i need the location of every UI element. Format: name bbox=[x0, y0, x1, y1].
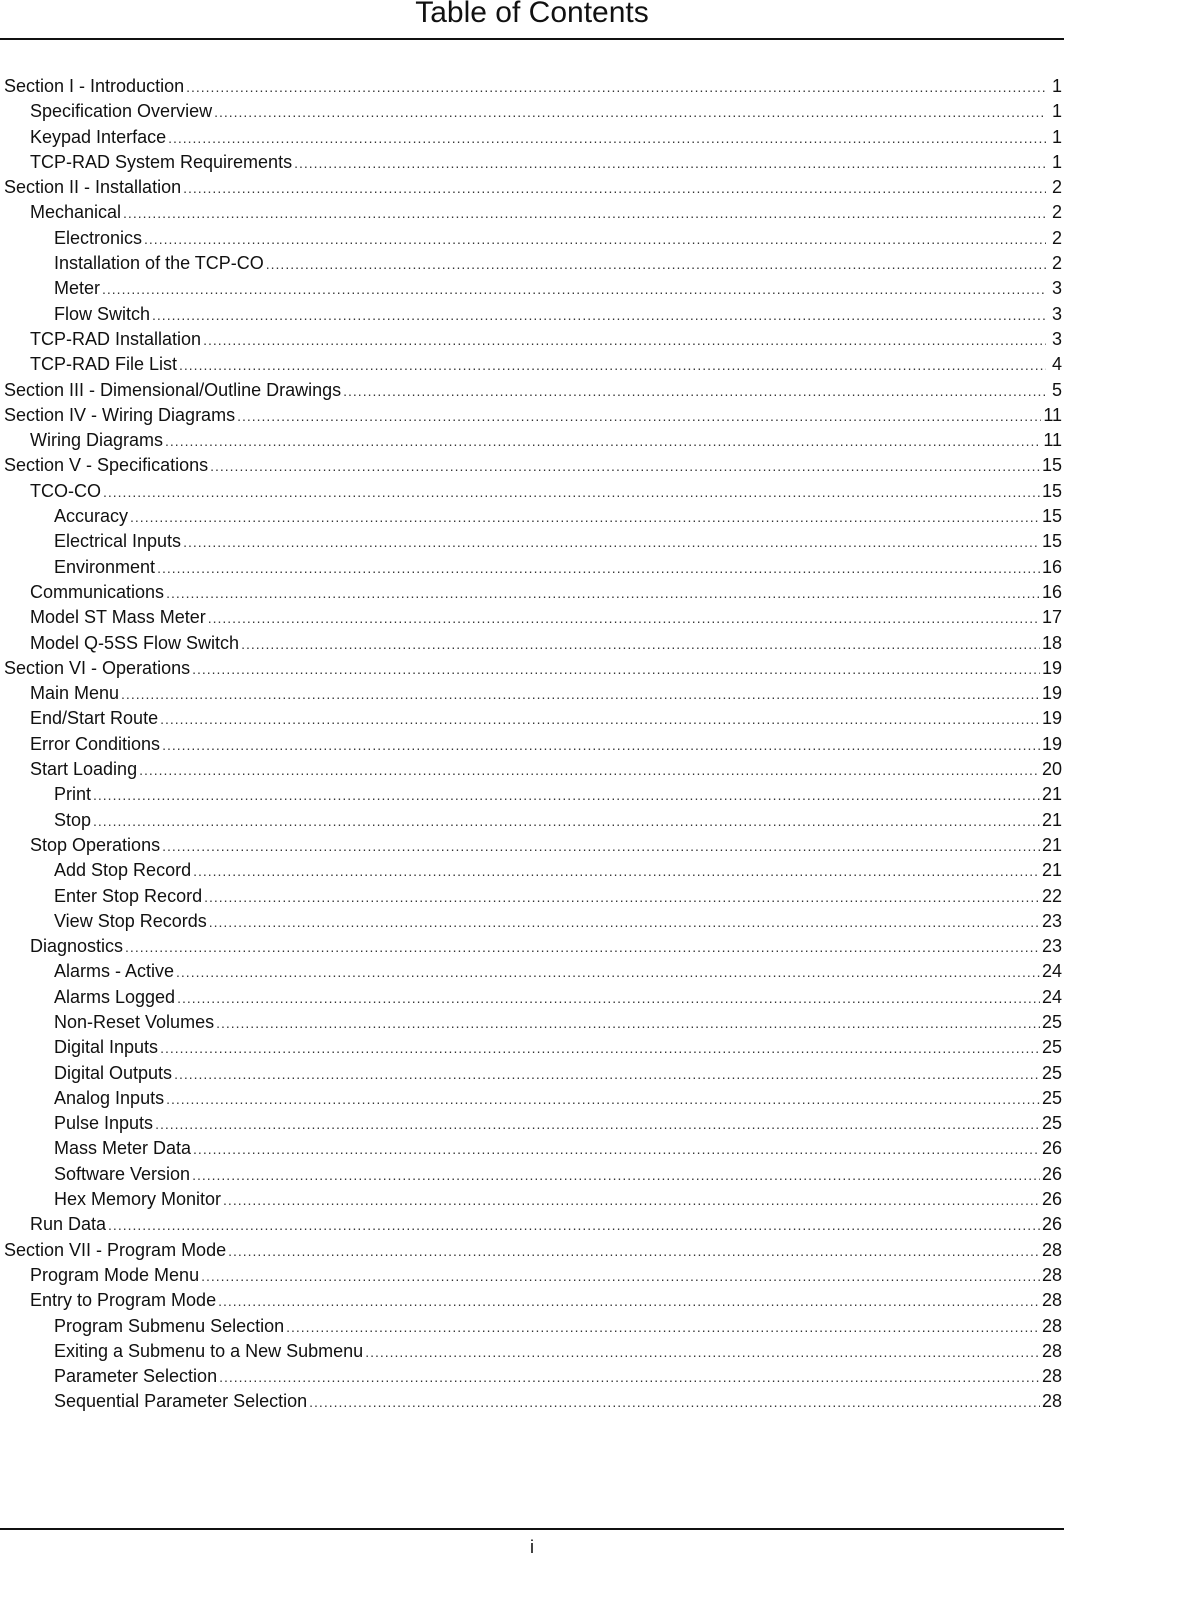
dot-leader bbox=[179, 353, 1046, 378]
toc-entry[interactable] bbox=[4, 808, 1062, 833]
toc-entry[interactable] bbox=[4, 352, 1062, 377]
page-number: i bbox=[530, 1537, 534, 1557]
toc-entry-page: 23 bbox=[1041, 910, 1062, 931]
toc-entry-label: Exiting a Submenu to a New Submenu bbox=[54, 1340, 364, 1361]
dot-leader bbox=[168, 126, 1046, 151]
toc-entry-label: End/Start Route bbox=[30, 708, 159, 729]
dot-leader bbox=[177, 986, 1040, 1011]
dot-leader bbox=[223, 1188, 1040, 1213]
dot-leader bbox=[192, 657, 1040, 682]
toc-entry-label: Parameter Selection bbox=[54, 1366, 218, 1387]
dot-leader bbox=[192, 1163, 1040, 1188]
toc-entry[interactable] bbox=[4, 1212, 1062, 1237]
toc-entry-label: Start Loading bbox=[30, 759, 138, 780]
toc-entry-label: TCP-RAD Installation bbox=[30, 328, 202, 349]
dot-leader bbox=[214, 100, 1046, 125]
toc-entry-page: 21 bbox=[1041, 834, 1062, 855]
toc-entry-page: 21 bbox=[1041, 784, 1062, 805]
toc-entry[interactable] bbox=[4, 833, 1062, 858]
toc-entry-page: 2 bbox=[1051, 177, 1062, 198]
dot-leader bbox=[204, 885, 1040, 910]
toc-entry[interactable] bbox=[4, 1111, 1062, 1136]
toc-entry[interactable] bbox=[4, 782, 1062, 807]
toc-entry[interactable] bbox=[4, 555, 1062, 580]
toc-entry-label: Add Stop Record bbox=[54, 860, 192, 881]
toc-entry-page: 24 bbox=[1041, 986, 1062, 1007]
toc-entry-page: 25 bbox=[1041, 1087, 1062, 1108]
toc-entry[interactable] bbox=[4, 1010, 1062, 1035]
dot-leader bbox=[219, 1365, 1040, 1390]
dot-leader bbox=[160, 707, 1040, 732]
dot-leader bbox=[160, 1036, 1040, 1061]
toc-entry-label: Section IV - Wiring Diagrams bbox=[4, 404, 236, 425]
toc-entry[interactable] bbox=[4, 1263, 1062, 1288]
toc-entry-page: 4 bbox=[1051, 354, 1062, 375]
toc-entry-page: 24 bbox=[1041, 961, 1062, 982]
toc-entry-label: TCP-RAD File List bbox=[30, 354, 178, 375]
toc-entry[interactable] bbox=[4, 1035, 1062, 1060]
toc-entry-label: Mechanical bbox=[30, 202, 122, 223]
dot-leader bbox=[162, 733, 1040, 758]
toc-entry-label: Entry to Program Mode bbox=[30, 1290, 217, 1311]
dot-leader bbox=[152, 303, 1046, 328]
toc-entry-page: 20 bbox=[1041, 759, 1062, 780]
toc-entry-label: Non-Reset Volumes bbox=[54, 1011, 215, 1032]
toc-entry[interactable] bbox=[4, 200, 1062, 225]
toc-entry-page: 19 bbox=[1041, 683, 1062, 704]
dot-leader bbox=[123, 201, 1046, 226]
toc-entry-page: 26 bbox=[1041, 1138, 1062, 1159]
toc-entry-label: Section I - Introduction bbox=[4, 76, 185, 96]
toc-entry-label: Electrical Inputs bbox=[54, 531, 182, 552]
toc-entry-label: Hex Memory Monitor bbox=[54, 1189, 222, 1210]
dot-leader bbox=[183, 176, 1046, 201]
toc-entry-label: Software Version bbox=[54, 1163, 191, 1184]
toc-entry-page: 28 bbox=[1041, 1340, 1062, 1361]
dot-leader bbox=[165, 429, 1041, 454]
dot-leader bbox=[309, 1390, 1040, 1415]
dot-leader bbox=[193, 859, 1040, 884]
dot-leader bbox=[93, 783, 1040, 808]
toc-entry-label: Program Submenu Selection bbox=[54, 1315, 285, 1336]
toc-entry[interactable] bbox=[4, 605, 1062, 630]
toc-entry[interactable] bbox=[4, 1389, 1062, 1414]
toc-entry-page: 5 bbox=[1051, 379, 1062, 400]
toc-entry-page: 15 bbox=[1041, 531, 1062, 552]
toc-entry[interactable] bbox=[4, 985, 1062, 1010]
toc-entry-page: 2 bbox=[1051, 227, 1062, 248]
toc-entry-page: 25 bbox=[1041, 1113, 1062, 1134]
dot-leader bbox=[139, 758, 1040, 783]
dot-leader bbox=[241, 632, 1040, 657]
toc-entry-label: Enter Stop Record bbox=[54, 885, 203, 906]
toc-entry-label: Stop Operations bbox=[30, 834, 161, 855]
toc-entry[interactable] bbox=[4, 175, 1062, 200]
toc-entry-label: Meter bbox=[54, 278, 101, 299]
dot-leader bbox=[218, 1289, 1040, 1314]
dot-leader bbox=[208, 606, 1040, 631]
toc-entry[interactable] bbox=[4, 504, 1062, 529]
toc-entry[interactable] bbox=[4, 125, 1062, 150]
toc-entry-page: 26 bbox=[1041, 1163, 1062, 1184]
dot-leader bbox=[155, 1112, 1040, 1137]
toc-entry-page: 21 bbox=[1041, 809, 1062, 830]
dot-leader bbox=[216, 1011, 1040, 1036]
dot-leader bbox=[144, 227, 1046, 252]
toc-entry-page: 1 bbox=[1051, 126, 1062, 147]
toc-entry-page: 28 bbox=[1041, 1315, 1062, 1336]
toc-entry[interactable] bbox=[4, 1339, 1062, 1364]
toc-entry-page: 25 bbox=[1041, 1062, 1062, 1083]
toc-entry-label: Error Conditions bbox=[30, 733, 161, 754]
toc-entry-label: Stop bbox=[54, 809, 92, 830]
toc-entry-label: View Stop Records bbox=[54, 910, 207, 931]
toc-entry-page: 15 bbox=[1041, 506, 1062, 527]
toc-entry[interactable] bbox=[4, 327, 1062, 352]
toc-entry-page: 1 bbox=[1051, 76, 1062, 96]
dot-leader bbox=[294, 151, 1046, 176]
toc-entry-page: 11 bbox=[1043, 404, 1062, 425]
toc-entry-label: Electronics bbox=[54, 227, 143, 248]
toc-entry[interactable] bbox=[4, 934, 1062, 959]
dot-leader bbox=[266, 252, 1046, 277]
toc-entry-label: Section II - Installation bbox=[4, 177, 182, 198]
dot-leader bbox=[174, 1062, 1040, 1087]
toc-entry[interactable] bbox=[4, 226, 1062, 251]
toc-entry[interactable] bbox=[4, 378, 1062, 403]
dot-leader bbox=[183, 530, 1040, 555]
dot-leader bbox=[103, 480, 1040, 505]
dot-leader bbox=[121, 682, 1040, 707]
toc-entry-label: Analog Inputs bbox=[54, 1087, 165, 1108]
toc-entry-page: 15 bbox=[1041, 455, 1062, 476]
toc-entry[interactable] bbox=[4, 403, 1062, 428]
toc-entry-label: Sequential Parameter Selection bbox=[54, 1391, 308, 1412]
dot-leader bbox=[210, 454, 1040, 479]
toc-entry-label: Communications bbox=[30, 581, 165, 602]
toc-entry[interactable] bbox=[4, 959, 1062, 984]
page-title: Table of Contents bbox=[415, 0, 649, 29]
toc-entry-page: 21 bbox=[1041, 860, 1062, 881]
toc-entry-label: Alarms Logged bbox=[54, 986, 176, 1007]
toc-entry-page: 19 bbox=[1041, 733, 1062, 754]
toc-entry[interactable] bbox=[4, 1187, 1062, 1212]
dot-leader bbox=[157, 556, 1040, 581]
toc-entry-label: Accuracy bbox=[54, 506, 129, 527]
toc-entry-page: 28 bbox=[1041, 1239, 1062, 1260]
toc-entry[interactable] bbox=[4, 706, 1062, 731]
toc-entry-label: Diagnostics bbox=[30, 936, 124, 957]
dot-leader bbox=[130, 505, 1040, 530]
toc-entry-page: 3 bbox=[1051, 303, 1062, 324]
toc-entry[interactable] bbox=[4, 479, 1062, 504]
toc-entry[interactable] bbox=[4, 732, 1062, 757]
toc-entry-label: Digital Inputs bbox=[54, 1037, 159, 1058]
toc-entry-label: TCO-CO bbox=[30, 480, 101, 501]
toc-entry[interactable] bbox=[4, 884, 1062, 909]
toc-entry[interactable] bbox=[4, 1314, 1062, 1339]
toc-entry-page: 25 bbox=[1041, 1037, 1062, 1058]
toc-entry-page: 28 bbox=[1041, 1391, 1062, 1412]
footer-rule bbox=[0, 1528, 1064, 1530]
toc-entry[interactable] bbox=[4, 428, 1062, 453]
toc-entry-page: 17 bbox=[1041, 607, 1062, 628]
toc-entry-label: Section VI - Operations bbox=[4, 657, 191, 678]
toc-entry-label: Environment bbox=[54, 556, 156, 577]
toc-entry[interactable] bbox=[4, 150, 1062, 175]
dot-leader bbox=[166, 581, 1040, 606]
toc-entry[interactable] bbox=[4, 909, 1062, 934]
toc-list bbox=[4, 74, 1062, 1415]
toc-entry[interactable] bbox=[4, 1238, 1062, 1263]
toc-entry[interactable] bbox=[4, 1086, 1062, 1111]
toc-entry-page: 3 bbox=[1051, 328, 1062, 349]
toc-entry-label: Program Mode Menu bbox=[30, 1264, 200, 1285]
toc-entry-label: Flow Switch bbox=[54, 303, 151, 324]
dot-leader bbox=[365, 1340, 1040, 1365]
dot-leader bbox=[166, 1087, 1040, 1112]
toc-entry[interactable] bbox=[4, 74, 1062, 99]
toc-entry[interactable] bbox=[4, 302, 1062, 327]
toc-entry-page: 3 bbox=[1051, 278, 1062, 299]
toc-entry-page: 26 bbox=[1041, 1214, 1062, 1235]
dot-leader bbox=[201, 1264, 1040, 1289]
toc-entry[interactable] bbox=[4, 1162, 1062, 1187]
toc-entry-label: Section V - Specifications bbox=[4, 455, 209, 476]
toc-entry-label: Installation of the TCP-CO bbox=[54, 253, 264, 274]
toc-entry-page: 2 bbox=[1051, 253, 1062, 274]
toc-entry-page: 18 bbox=[1041, 632, 1062, 653]
toc-entry-label: Model Q-5SS Flow Switch bbox=[30, 632, 240, 653]
toc-entry-label: Alarms - Active bbox=[54, 961, 175, 982]
toc-entry[interactable] bbox=[4, 1288, 1062, 1313]
toc-entry-label: Main Menu bbox=[30, 683, 120, 704]
toc-entry-page: 28 bbox=[1041, 1290, 1062, 1311]
dot-leader bbox=[162, 834, 1040, 859]
toc-entry-label: Digital Outputs bbox=[54, 1062, 173, 1083]
toc-entry[interactable] bbox=[4, 99, 1062, 124]
toc-entry-label: Section III - Dimensional/Outline Drawings bbox=[4, 379, 342, 400]
dot-leader bbox=[237, 404, 1041, 429]
toc-entry-page: 15 bbox=[1041, 480, 1062, 501]
toc-entry-page: 19 bbox=[1041, 708, 1062, 729]
toc-entry-page: 16 bbox=[1041, 581, 1062, 602]
toc-entry-label: Run Data bbox=[30, 1214, 107, 1235]
toc-entry[interactable] bbox=[4, 1136, 1062, 1161]
dot-leader bbox=[343, 379, 1046, 404]
dot-leader bbox=[125, 935, 1040, 960]
dot-leader bbox=[93, 809, 1040, 834]
toc-entry[interactable] bbox=[4, 276, 1062, 301]
toc-entry-page: 28 bbox=[1041, 1264, 1062, 1285]
toc-entry-page: 1 bbox=[1051, 101, 1062, 122]
toc-entry-label: Specification Overview bbox=[30, 101, 213, 122]
toc-entry[interactable] bbox=[4, 681, 1062, 706]
dot-leader bbox=[193, 1137, 1040, 1162]
toc-entry[interactable] bbox=[4, 580, 1062, 605]
toc-entry-page: 2 bbox=[1051, 202, 1062, 223]
toc-entry-label: Print bbox=[54, 784, 92, 805]
toc-entry-page: 1 bbox=[1051, 151, 1062, 172]
dot-leader bbox=[102, 277, 1046, 302]
dot-leader bbox=[228, 1239, 1040, 1264]
toc-entry[interactable] bbox=[4, 631, 1062, 656]
toc-entry-label: Mass Meter Data bbox=[54, 1138, 192, 1159]
toc-entry[interactable] bbox=[4, 656, 1062, 681]
toc-entry-page: 22 bbox=[1041, 885, 1062, 906]
toc-entry-page: 23 bbox=[1041, 936, 1062, 957]
title-rule bbox=[0, 38, 1064, 40]
toc-entry-page: 26 bbox=[1041, 1189, 1062, 1210]
toc-entry-label: TCP-RAD System Requirements bbox=[30, 151, 293, 172]
toc-entry-label: Pulse Inputs bbox=[54, 1113, 154, 1134]
toc-entry-label: Section VII - Program Mode bbox=[4, 1239, 227, 1260]
dot-leader bbox=[203, 328, 1046, 353]
dot-leader bbox=[186, 75, 1046, 100]
toc-entry[interactable] bbox=[4, 757, 1062, 782]
toc-entry[interactable] bbox=[4, 1061, 1062, 1086]
toc-entry-page: 25 bbox=[1041, 1011, 1062, 1032]
dot-leader bbox=[108, 1213, 1040, 1238]
toc-entry-label: Model ST Mass Meter bbox=[30, 607, 206, 628]
toc-entry-label: Keypad Interface bbox=[30, 126, 167, 147]
dot-leader bbox=[209, 910, 1040, 935]
dot-leader bbox=[176, 960, 1040, 985]
toc-entry[interactable] bbox=[4, 453, 1062, 478]
toc-entry[interactable] bbox=[4, 529, 1062, 554]
toc-entry[interactable] bbox=[4, 858, 1062, 883]
toc-entry-page: 19 bbox=[1041, 657, 1062, 678]
toc-entry-label: Wiring Diagrams bbox=[30, 430, 164, 451]
toc-entry-page: 11 bbox=[1043, 430, 1062, 451]
toc-entry[interactable] bbox=[4, 251, 1062, 276]
toc-entry-page: 28 bbox=[1041, 1366, 1062, 1387]
dot-leader bbox=[286, 1315, 1040, 1340]
toc-entry[interactable] bbox=[4, 1364, 1062, 1389]
toc-entry-page: 16 bbox=[1041, 556, 1062, 577]
